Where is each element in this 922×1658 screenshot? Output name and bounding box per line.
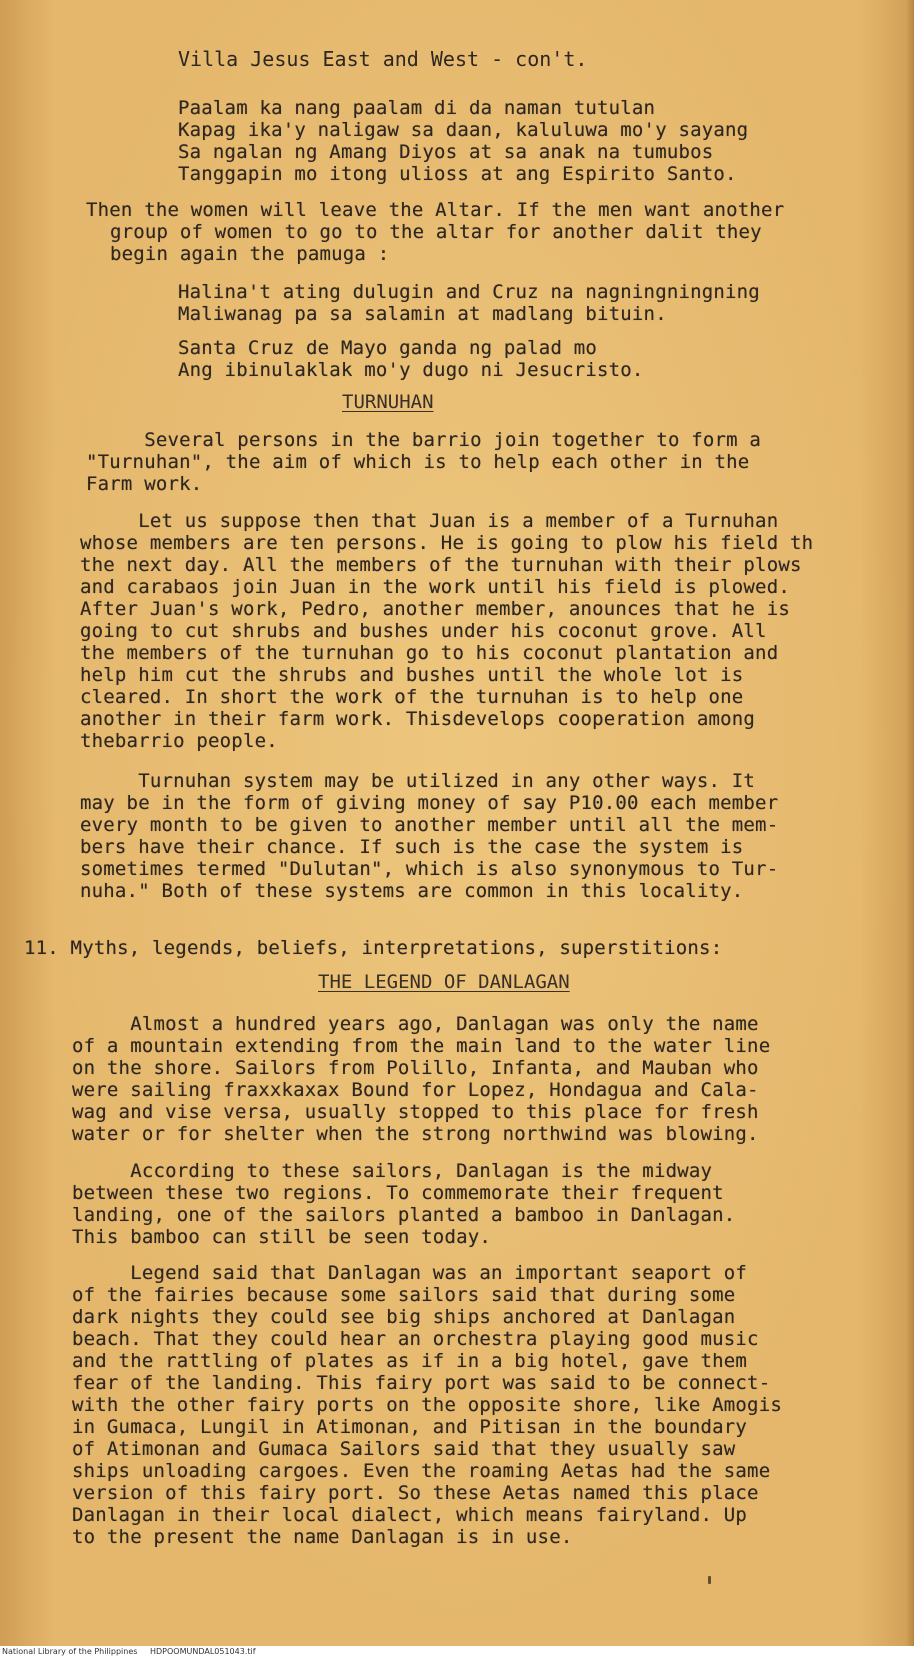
section-heading-11: 11. Myths, legends, beliefs, interpretations, superstitions: bbox=[24, 937, 723, 959]
verse-line: Halina't ating dulugin and Cruz na nagningningning bbox=[178, 281, 760, 303]
paragraph-line: nuha." Both of these systems are common in this locality. bbox=[80, 880, 744, 902]
paragraph-line: of a mountain extending from the main land to the water line bbox=[72, 1035, 771, 1057]
paragraph-line: may be in the form of giving money of say P10.00 each member bbox=[80, 792, 779, 814]
paragraph-line: wag and vise versa, usually stopped to this place for fresh bbox=[72, 1101, 759, 1123]
paragraph-line: of Atimonan and Gumaca Sailors said that they usually saw bbox=[72, 1438, 736, 1460]
paragraph-line: whose members are ten persons. He is going to plow his field th bbox=[80, 532, 814, 554]
paragraph-line: landing, one of the sailors planted a bamboo in Danlagan. bbox=[72, 1204, 736, 1226]
paragraph-line: on the shore. Sailors from Polillo, Infanta, and Mauban who bbox=[72, 1057, 759, 1079]
paragraph-line: After Juan's work, Pedro, another member, anounces that he is bbox=[80, 598, 790, 620]
paragraph-line: to the present the name Danlagan is in use. bbox=[72, 1526, 573, 1548]
paragraph-line: going to cut shrubs and bushes under his coconut grove. All bbox=[80, 620, 767, 642]
paragraph-line: Danlagan in their local dialect, which means fairyland. Up bbox=[72, 1504, 748, 1526]
paragraph-line: ships unloading cargoes. Even the roaming Aetas had the same bbox=[72, 1460, 771, 1482]
paragraph-line: beach. That they could hear an orchestra playing good music bbox=[72, 1328, 759, 1350]
page-title: Villa Jesus East and West - con't. bbox=[178, 47, 588, 71]
verse-line: Maliwanag pa sa salamin at madlang bituin. bbox=[178, 303, 667, 325]
paragraph-line: cleared. In short the work of the turnuhan is to help one bbox=[80, 686, 744, 708]
ink-mark bbox=[708, 1576, 711, 1584]
paragraph-line: Legend said that Danlagan was an important seaport of bbox=[72, 1262, 748, 1284]
paragraph-line: Let us suppose then that Juan is a member of a Turnuhan bbox=[80, 510, 779, 532]
library-credit: National Library of the Philippines bbox=[2, 1647, 138, 1656]
paragraph-line: between these two regions. To commemorate their frequent bbox=[72, 1182, 724, 1204]
verse-line: Sa ngalan ng Amang Diyos at sa anak na tumubos bbox=[178, 141, 714, 163]
file-id: HDPOOMUNDAL051043.tif bbox=[150, 1647, 256, 1656]
paragraph-line: the members of the turnuhan go to his coconut plantation and bbox=[80, 642, 779, 664]
paragraph-line: group of women to go to the altar for another dalit they bbox=[110, 221, 762, 243]
paragraph-line: sometimes termed "Dulutan", which is also synonymous to Tur- bbox=[80, 858, 779, 880]
paragraph-line: begin again the pamuga : bbox=[110, 243, 390, 265]
verse-line: Kapag ika'y naligaw sa daan, kaluluwa mo'y sayang bbox=[178, 119, 749, 141]
section-heading-legend: THE LEGEND OF DANLAGAN bbox=[318, 971, 570, 993]
paragraph-line: in Gumaca, Lungil in Atimonan, and Pitisan in the boundary bbox=[72, 1416, 748, 1438]
paragraph-line: "Turnuhan", the aim of which is to help each other in the bbox=[86, 451, 750, 473]
paragraph-line: According to these sailors, Danlagan is the midway bbox=[72, 1160, 713, 1182]
verse-line: Ang ibinulaklak mo'y dugo ni Jesucristo. bbox=[178, 359, 644, 381]
paragraph-line: This bamboo can still be seen today. bbox=[72, 1226, 492, 1248]
paragraph-line: dark nights they could see big ships anchored at Danlagan bbox=[72, 1306, 736, 1328]
paragraph-line: fear of the landing. This fairy port was said to be connect- bbox=[72, 1372, 771, 1394]
page-edge-shadow bbox=[906, 0, 914, 1646]
scan-footer bbox=[0, 1646, 922, 1658]
verse-line: Paalam ka nang paalam di da naman tutulan bbox=[178, 97, 656, 119]
paragraph-line: were sailing fraxxkaxax Bound for Lopez, Hondagua and Cala- bbox=[72, 1079, 759, 1101]
paragraph-line: Farm work. bbox=[86, 473, 203, 495]
section-heading-turnuhan: TURNUHAN bbox=[342, 391, 434, 413]
verse-line: Santa Cruz de Mayo ganda ng palad mo bbox=[178, 337, 598, 359]
paragraph-line: version of this fairy port. So these Aetas named this place bbox=[72, 1482, 759, 1504]
paragraph-line: another in their farm work. Thisdevelops cooperation among bbox=[80, 708, 756, 730]
paragraph-line: of the fairies because some sailors said that during some bbox=[72, 1284, 736, 1306]
paragraph-line: bers have their chance. If such is the case the system is bbox=[80, 836, 744, 858]
paragraph-line: water or for shelter when the strong northwind was blowing. bbox=[72, 1123, 759, 1145]
paragraph-line: the next day. All the members of the turnuhan with their plows bbox=[80, 554, 802, 576]
paragraph-line: Then the women will leave the Altar. If the men want another bbox=[86, 199, 785, 221]
paragraph-line: Turnuhan system may be utilized in any other ways. It bbox=[80, 770, 756, 792]
paragraph-line: every month to be given to another member until all the mem- bbox=[80, 814, 779, 836]
paragraph-line: with the other fairy ports on the opposite shore, like Amogis bbox=[72, 1394, 782, 1416]
paragraph-line: help him cut the shrubs and bushes until the whole lot is bbox=[80, 664, 744, 686]
paragraph-line: and carabaos join Juan in the work until his field is plowed. bbox=[80, 576, 790, 598]
paragraph-line: Almost a hundred years ago, Danlagan was only the name bbox=[72, 1013, 759, 1035]
paragraph-line: and the rattling of plates as if in a big hotel, gave them bbox=[72, 1350, 748, 1372]
paragraph-line: Several persons in the barrio join together to form a bbox=[86, 429, 762, 451]
paragraph-line: thebarrio people. bbox=[80, 730, 278, 752]
verse-line: Tanggapin mo itong ulioss at ang Espirito Santo. bbox=[178, 163, 737, 185]
